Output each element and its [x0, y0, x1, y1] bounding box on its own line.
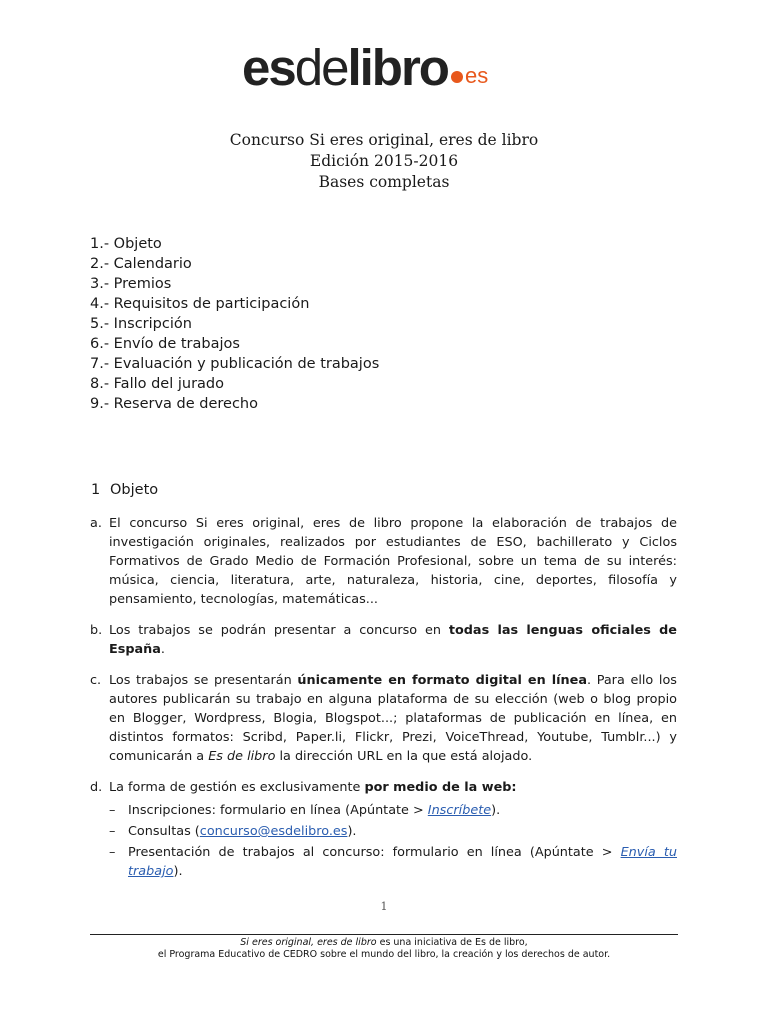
contact-email-link[interactable]: concurso@esdelibro.es: [199, 824, 348, 839]
toc-item: 7.- Evaluación y publicación de trabajos: [90, 356, 380, 372]
toc-item: 1.- Objeto: [90, 236, 162, 252]
item-text-part: la dirección URL en la que está alojado.: [275, 749, 533, 764]
toc-item: 4.- Requisitos de participación: [90, 296, 310, 312]
logo-part-es: es: [242, 39, 295, 96]
esdelibro-logo: [242, 38, 488, 98]
item-text-part: .: [160, 642, 165, 657]
item-italic-text: Es de libro: [208, 749, 276, 764]
footer-divider: [90, 934, 678, 935]
sub-item-text-part: ).: [347, 824, 357, 839]
toc-item: 2.- Calendario: [90, 256, 192, 272]
dash-bullet: –: [109, 803, 116, 818]
list-item: [90, 671, 677, 766]
item-text: [109, 621, 677, 659]
list-item: [90, 514, 677, 609]
page-footer: [0, 937, 768, 961]
list-item: [90, 778, 677, 883]
logo-tld: es: [464, 63, 489, 88]
sub-item-text: [128, 822, 677, 841]
document-subtitle: Bases completas: [318, 173, 450, 191]
sub-item-text-part: Presentación de trabajos al concurso: formulario en línea (Apúntate >: [128, 845, 621, 860]
sub-item-text-part: ).: [173, 864, 183, 879]
item-text: El concurso Si eres original, eres de libro propone la elaboración de trabajos de investigación originales, realizados por estudiantes de ESO, bachillerato y Ciclos Formativos de Grado Medio de Formación Profesional, sobre un tema de su interés: música, ciencia, literatura, arte, naturaleza, historia, cine, deportes, filosofía y pensamiento, tecnologías, matemáticas...: [109, 516, 677, 607]
envia-tu-trabajo-link[interactable]: Envía tu trabajo: [128, 845, 677, 879]
item-bold-text: por medio de la web:: [364, 780, 517, 795]
logo-dot: [451, 71, 463, 83]
item-label: b.: [90, 623, 103, 638]
sub-item-text-part: Inscripciones: formulario en línea (Apúntate >: [128, 803, 428, 818]
item-bold-text: todas las lenguas oficiales de España: [109, 623, 677, 657]
sub-list-item: [109, 801, 677, 820]
item-label: a.: [90, 516, 102, 531]
item-text-part: Los trabajos se podrán presentar a concurso en: [109, 623, 449, 638]
sub-item-text-part: Consultas (: [128, 824, 200, 839]
document-title-block: [0, 130, 768, 193]
logo-part-de: de: [294, 39, 348, 96]
page-number: 1: [380, 900, 388, 913]
section-number: 1: [91, 482, 101, 498]
logo-part-libro: libro: [347, 39, 448, 96]
dash-bullet: –: [109, 824, 116, 839]
item-label: d.: [90, 780, 103, 795]
toc-item: 8.- Fallo del jurado: [90, 376, 225, 392]
toc-item: 5.- Inscripción: [90, 316, 192, 332]
footer-italic: Si eres original, eres de libro: [240, 937, 377, 948]
document-title: Concurso Si eres original, eres de libro: [229, 131, 539, 149]
toc-item: 3.- Premios: [90, 276, 172, 292]
toc-item: 6.- Envío de trabajos: [90, 336, 240, 352]
section-body: [90, 514, 677, 895]
sub-item-text-part: ).: [491, 803, 501, 818]
sub-item-text: [128, 843, 677, 881]
sub-list: [109, 801, 677, 881]
item-text: [109, 671, 677, 766]
dash-bullet: –: [109, 845, 116, 860]
toc-item: 9.- Reserva de derecho: [90, 396, 258, 412]
section-title: Objeto: [110, 482, 159, 498]
table-of-contents: [90, 234, 379, 414]
footer-line-1: [0, 937, 768, 949]
item-text: [109, 778, 677, 883]
list-item: [90, 621, 677, 659]
sub-list-item: [109, 843, 677, 881]
sub-item-text: [128, 801, 677, 820]
footer-line-2: el Programa Educativo de CEDRO sobre el mundo del libro, la creación y los derechos de autor.: [157, 949, 611, 960]
sub-list-item: [109, 822, 677, 841]
section-heading: [91, 482, 158, 498]
document-edition: Edición 2015-2016: [309, 152, 459, 170]
item-bold-text: únicamente en formato digital en línea: [297, 673, 587, 688]
inscribete-link[interactable]: Inscríbete: [427, 803, 492, 818]
item-text-part: La forma de gestión es exclusivamente: [109, 780, 365, 795]
item-text-part: Los trabajos se presentarán: [109, 673, 298, 688]
footer-line-1-text: es una iniciativa de Es de libro,: [376, 937, 528, 948]
item-text-part: . Para ello los autores publicarán su trabajo en alguna plataforma de su elección (web o blog propio en Blogger, Wordpress, Blogia, Blogspot...; plataformas de publicación en línea, en distintos formatos: Scribd, Paper.li, Flickr, Prezi, VoiceThread, Youtube, Tumblr...) y comunicarán a: [109, 673, 677, 764]
item-label: c.: [90, 673, 102, 688]
